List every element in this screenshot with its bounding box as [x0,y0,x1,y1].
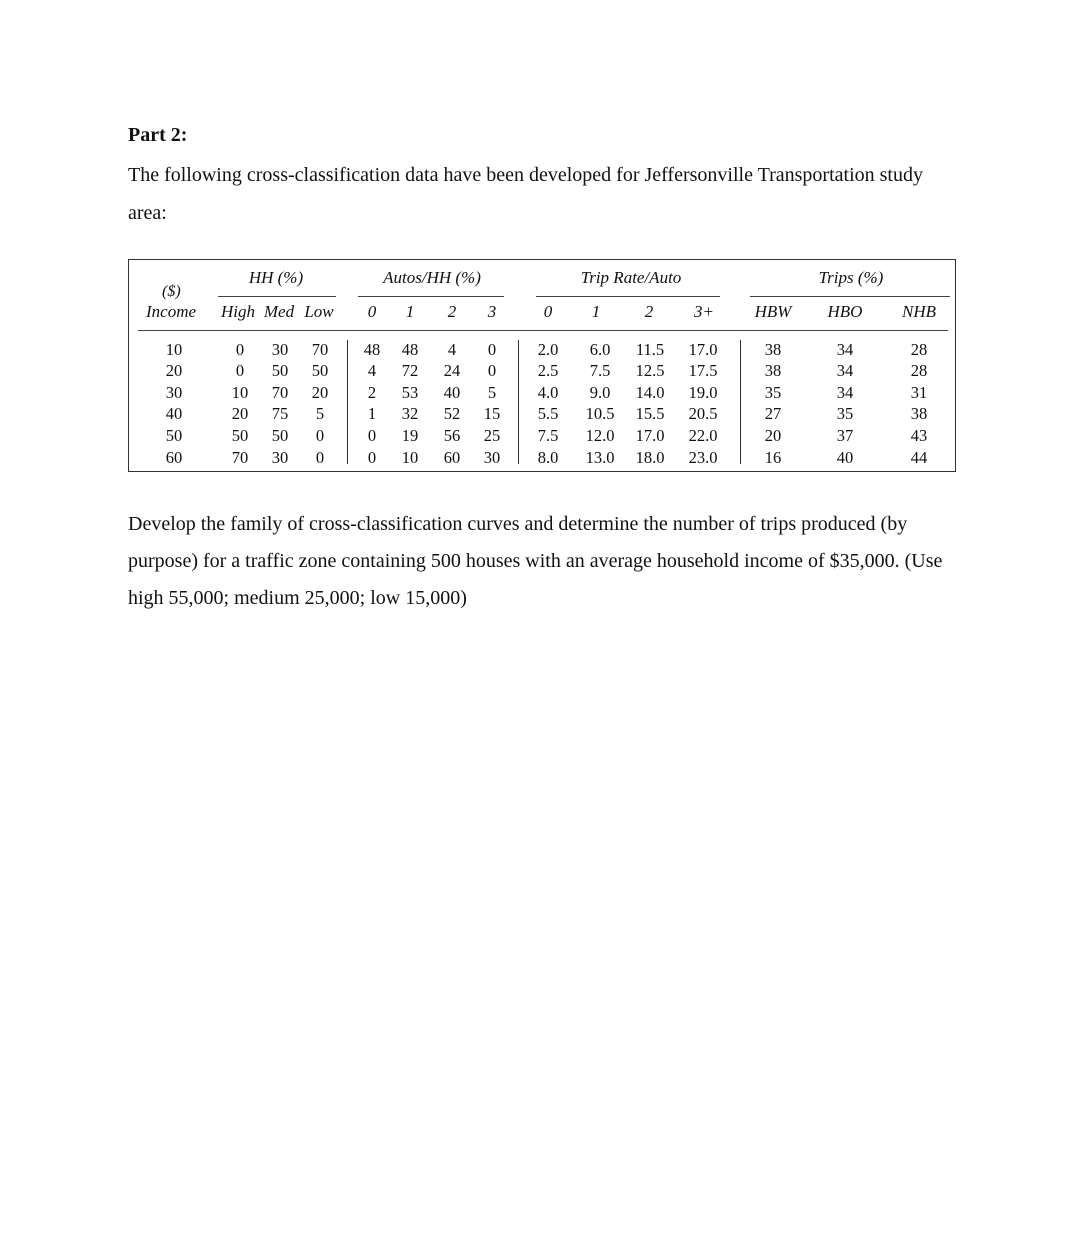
autos-cell: 48 [363,340,381,359]
trip-rate-cell: 6.0 [589,340,611,359]
trip-rate-3plus-header: 3+ [694,302,714,321]
autos-cell: 0 [367,426,377,445]
trip-rate-cell: 18.0 [635,448,665,467]
autos-cell: 0 [487,340,497,359]
trips-group-rule [750,296,950,297]
trip-rate-cell: 14.0 [635,383,665,402]
autos-group-header: Autos/HH (%) [383,268,481,287]
trip-rate-cell: 12.5 [635,361,665,380]
hh-cell: 0 [235,361,245,380]
trip-rate-cell: 2.5 [537,361,559,380]
hh-cell: 75 [271,404,289,423]
hh-cell: 70 [271,383,289,402]
autos-cell: 25 [483,426,501,445]
autos-cell: 48 [401,340,419,359]
hh-cell: 20 [311,383,329,402]
separator-2 [518,340,519,464]
autos-cell: 5 [487,383,497,402]
trips-hbo-header: HBO [827,302,863,321]
trips-cell: 34 [836,383,854,402]
trips-cell: 40 [836,448,854,467]
trip-rate-cell: 5.5 [537,404,559,423]
trips-cell: 37 [836,426,854,445]
hh-group-rule [218,296,336,297]
hh-cell: 5 [315,404,325,423]
closing-paragraph: Develop the family of cross-classification curves and determine the number of trips produced (by purpose) for a traffic zone containing 500 houses with an average household income of $35,000. (Use high 55,000; medium 25,000; low 15,000) [128,513,943,609]
hh-cell: 70 [311,340,329,359]
trips-cell: 34 [836,340,854,359]
separator-1 [347,340,348,464]
hh-cell: 50 [271,426,289,445]
trips-hbw-header: HBW [754,302,792,321]
autos-2-header: 2 [447,302,457,321]
hh-low-header: Low [304,302,334,321]
trip-rate-cell: 12.0 [585,426,615,445]
part-title: Part 2: [128,124,188,146]
trips-cell: 38 [910,404,928,423]
trips-cell: 20 [764,426,782,445]
trips-cell: 35 [836,404,854,423]
hh-cell: 30 [271,448,289,467]
trip-rate-cell: 8.0 [537,448,559,467]
trips-cell: 28 [910,361,928,380]
hh-cell: 0 [315,448,325,467]
trip-rate-cell: 7.5 [537,426,559,445]
autos-cell: 0 [367,448,377,467]
hh-med-header: Med [263,302,295,321]
trip-rate-2-header: 2 [644,302,654,321]
trip-rate-cell: 20.5 [688,404,718,423]
trip-rate-cell: 4.0 [537,383,559,402]
hh-cell: 10 [231,383,249,402]
trip-rate-cell: 11.5 [635,340,665,359]
income-cell: 20 [165,361,183,380]
autos-cell: 52 [443,404,461,423]
income-cell: 30 [165,383,183,402]
autos-cell: 4 [367,361,377,380]
trip-rate-cell: 7.5 [589,361,611,380]
autos-cell: 32 [401,404,419,423]
trips-cell: 38 [764,340,782,359]
income-cell: 60 [165,448,183,467]
income-cell: 40 [165,404,183,423]
trip-rate-1-header: 1 [591,302,601,321]
autos-cell: 4 [447,340,457,359]
autos-cell: 24 [443,361,461,380]
income-cell: 10 [165,340,183,359]
trip-rate-0-header: 0 [543,302,553,321]
trip-rate-group-rule [536,296,720,297]
trip-rate-cell: 22.0 [688,426,718,445]
hh-cell: 0 [315,426,325,445]
trips-cell: 44 [910,448,928,467]
autos-0-header: 0 [367,302,377,321]
hh-cell: 50 [271,361,289,380]
trips-cell: 35 [764,383,782,402]
trips-cell: 27 [764,404,782,423]
autos-cell: 0 [487,361,497,380]
hh-cell: 70 [231,448,249,467]
separator-3 [740,340,741,464]
income-cell: 50 [165,426,183,445]
hh-cell: 30 [271,340,289,359]
header-rule [138,330,948,331]
autos-3-header: 3 [487,302,497,321]
trips-cell: 38 [764,361,782,380]
income-header: Income [146,302,197,321]
hh-cell: 50 [231,426,249,445]
autos-cell: 10 [401,448,419,467]
trip-rate-group-header: Trip Rate/Auto [580,268,682,287]
trip-rate-cell: 2.0 [537,340,559,359]
autos-cell: 1 [367,404,377,423]
trip-rate-cell: 13.0 [585,448,615,467]
autos-cell: 72 [401,361,419,380]
trips-cell: 34 [836,361,854,380]
hh-cell: 50 [311,361,329,380]
trips-cell: 31 [910,383,928,402]
autos-cell: 2 [367,383,377,402]
trips-cell: 43 [910,426,928,445]
hh-cell: 20 [231,404,249,423]
autos-cell: 60 [443,448,461,467]
trip-rate-cell: 17.0 [635,426,665,445]
autos-cell: 56 [443,426,461,445]
autos-cell: 53 [401,383,419,402]
trip-rate-cell: 15.5 [635,404,665,423]
trip-rate-cell: 19.0 [688,383,718,402]
trips-cell: 16 [764,448,782,467]
autos-1-header: 1 [405,302,415,321]
trip-rate-cell: 9.0 [589,383,611,402]
trips-nhb-header: NHB [902,302,936,321]
trip-rate-cell: 17.0 [688,340,718,359]
autos-cell: 15 [483,404,501,423]
intro-paragraph: The following cross-classification data have been developed for Jeffersonville Transportation study area: [128,164,923,224]
hh-cell: 0 [235,340,245,359]
trips-group-header: Trips (%) [818,268,884,287]
autos-group-rule [358,296,504,297]
trip-rate-cell: 23.0 [688,448,718,467]
autos-cell: 40 [443,383,461,402]
trip-rate-cell: 17.5 [688,361,718,380]
hh-high-header: High [221,302,255,321]
trips-cell: 28 [910,340,928,359]
hh-group-header: HH (%) [248,268,304,287]
autos-cell: 19 [401,426,419,445]
trip-rate-cell: 10.5 [585,404,615,423]
income-unit-header: ($) [162,283,181,300]
autos-cell: 30 [483,448,501,467]
